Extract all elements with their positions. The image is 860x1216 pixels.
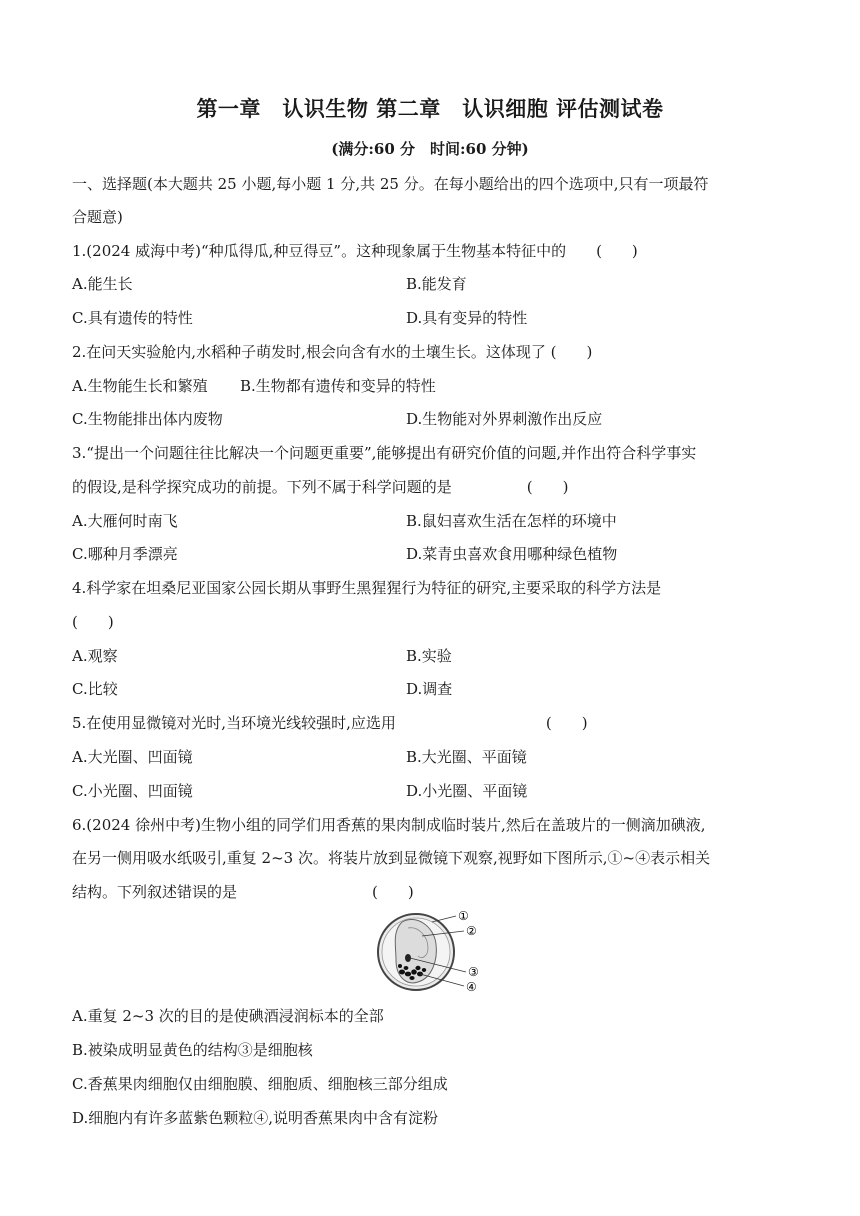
figure-label-1: ① [458,909,469,923]
question-1-stem: 1.(2024 威海中考)“种瓜得瓜,种豆得豆”。这种现象属于生物基本特征中的 ( ) [72,242,638,260]
q5-option-a: A.大光圈、凹面镜 [72,748,193,766]
q3-option-d: D.菜青虫喜欢食用哪种绿色植物 [406,545,618,563]
q6-option-d: D.细胞内有许多蓝紫色颗粒④,说明香蕉果肉中含有淀粉 [72,1109,439,1127]
q3-option-b: B.鼠妇喜欢生活在怎样的环境中 [406,512,617,530]
question-3-stem-cont: 的假设,是科学探究成功的前提。下列不属于科学问题的是 ( ) [72,478,569,496]
figure-label-2: ② [466,924,477,938]
q6-option-c: C.香蕉果肉细胞仅由细胞膜、细胞质、细胞核三部分组成 [72,1075,448,1093]
question-6-stem: 6.(2024 徐州中考)生物小组的同学们用香蕉的果肉制成临时装片,然后在盖玻片的一侧滴加碘液, [72,816,706,834]
q3-option-a: A.大雁何时南飞 [72,512,178,530]
question-2-stem: 2.在问天实验舱内,水稻种子萌发时,根会向含有水的土壤生长。这体现了 ( ) [72,343,593,361]
q6-option-b: B.被染成明显黄色的结构③是细胞核 [72,1041,313,1059]
q2-option-d: D.生物能对外界刺激作出反应 [406,410,603,428]
q5-option-b: B.大光圈、平面镜 [406,748,527,766]
question-6-stem-cont2: 结构。下列叙述错误的是 ( ) [72,883,414,901]
question-6-stem-cont1: 在另一侧用吸水纸吸引,重复 2~3 次。将装片放到显微镜下观察,视野如下图所示,①~④表示相关 [72,849,711,867]
q1-option-a: A.能生长 [72,275,133,293]
q2-option-c: C.生物能排出体内废物 [72,410,223,428]
q6-option-a: A.重复 2~3 次的目的是使碘酒浸润标本的全部 [72,1007,384,1025]
q3-option-c: C.哪种月季漂亮 [72,545,178,563]
q1-option-c: C.具有遗传的特性 [72,309,193,327]
q1-option-d: D.具有变异的特性 [406,309,528,327]
page-subtitle: (满分:60 分 时间:60 分钟) [331,140,529,158]
question-3-stem: 3.“提出一个问题往往比解决一个问题更重要”,能够提出有研究价值的问题,并作出符合科学事实 [72,444,697,462]
q4-option-d: D.调查 [406,680,453,698]
section-heading: 一、选择题(本大题共 25 小题,每小题 1 分,共 25 分。在每小题给出的四个选项中,只有一项最符 [72,175,709,193]
question-4-stem-cont: ( ) [72,613,114,631]
microscope-field-figure [372,906,492,998]
page-title: 第一章 认识生物 第二章 认识细胞 评估测试卷 [196,97,664,121]
q1-option-b: B.能发育 [406,275,467,293]
question-5-stem: 5.在使用显微镜对光时,当环境光线较强时,应选用 ( ) [72,714,588,732]
q5-option-d: D.小光圈、平面镜 [406,782,528,800]
figure-label-3: ③ [468,965,479,979]
question-4-stem: 4.科学家在坦桑尼亚国家公园长期从事野生黑猩猩行为特征的研究,主要采取的科学方法是 [72,579,662,597]
q4-option-b: B.实验 [406,647,452,665]
q2-option-a: A.生物能生长和繁殖 [72,377,208,395]
section-heading-cont: 合题意) [72,208,123,226]
q5-option-c: C.小光圈、凹面镜 [72,782,193,800]
q4-option-c: C.比较 [72,680,118,698]
figure-label-4: ④ [466,980,477,994]
q2-option-b: B.生物都有遗传和变异的特性 [240,377,436,395]
q4-option-a: A.观察 [72,647,118,665]
